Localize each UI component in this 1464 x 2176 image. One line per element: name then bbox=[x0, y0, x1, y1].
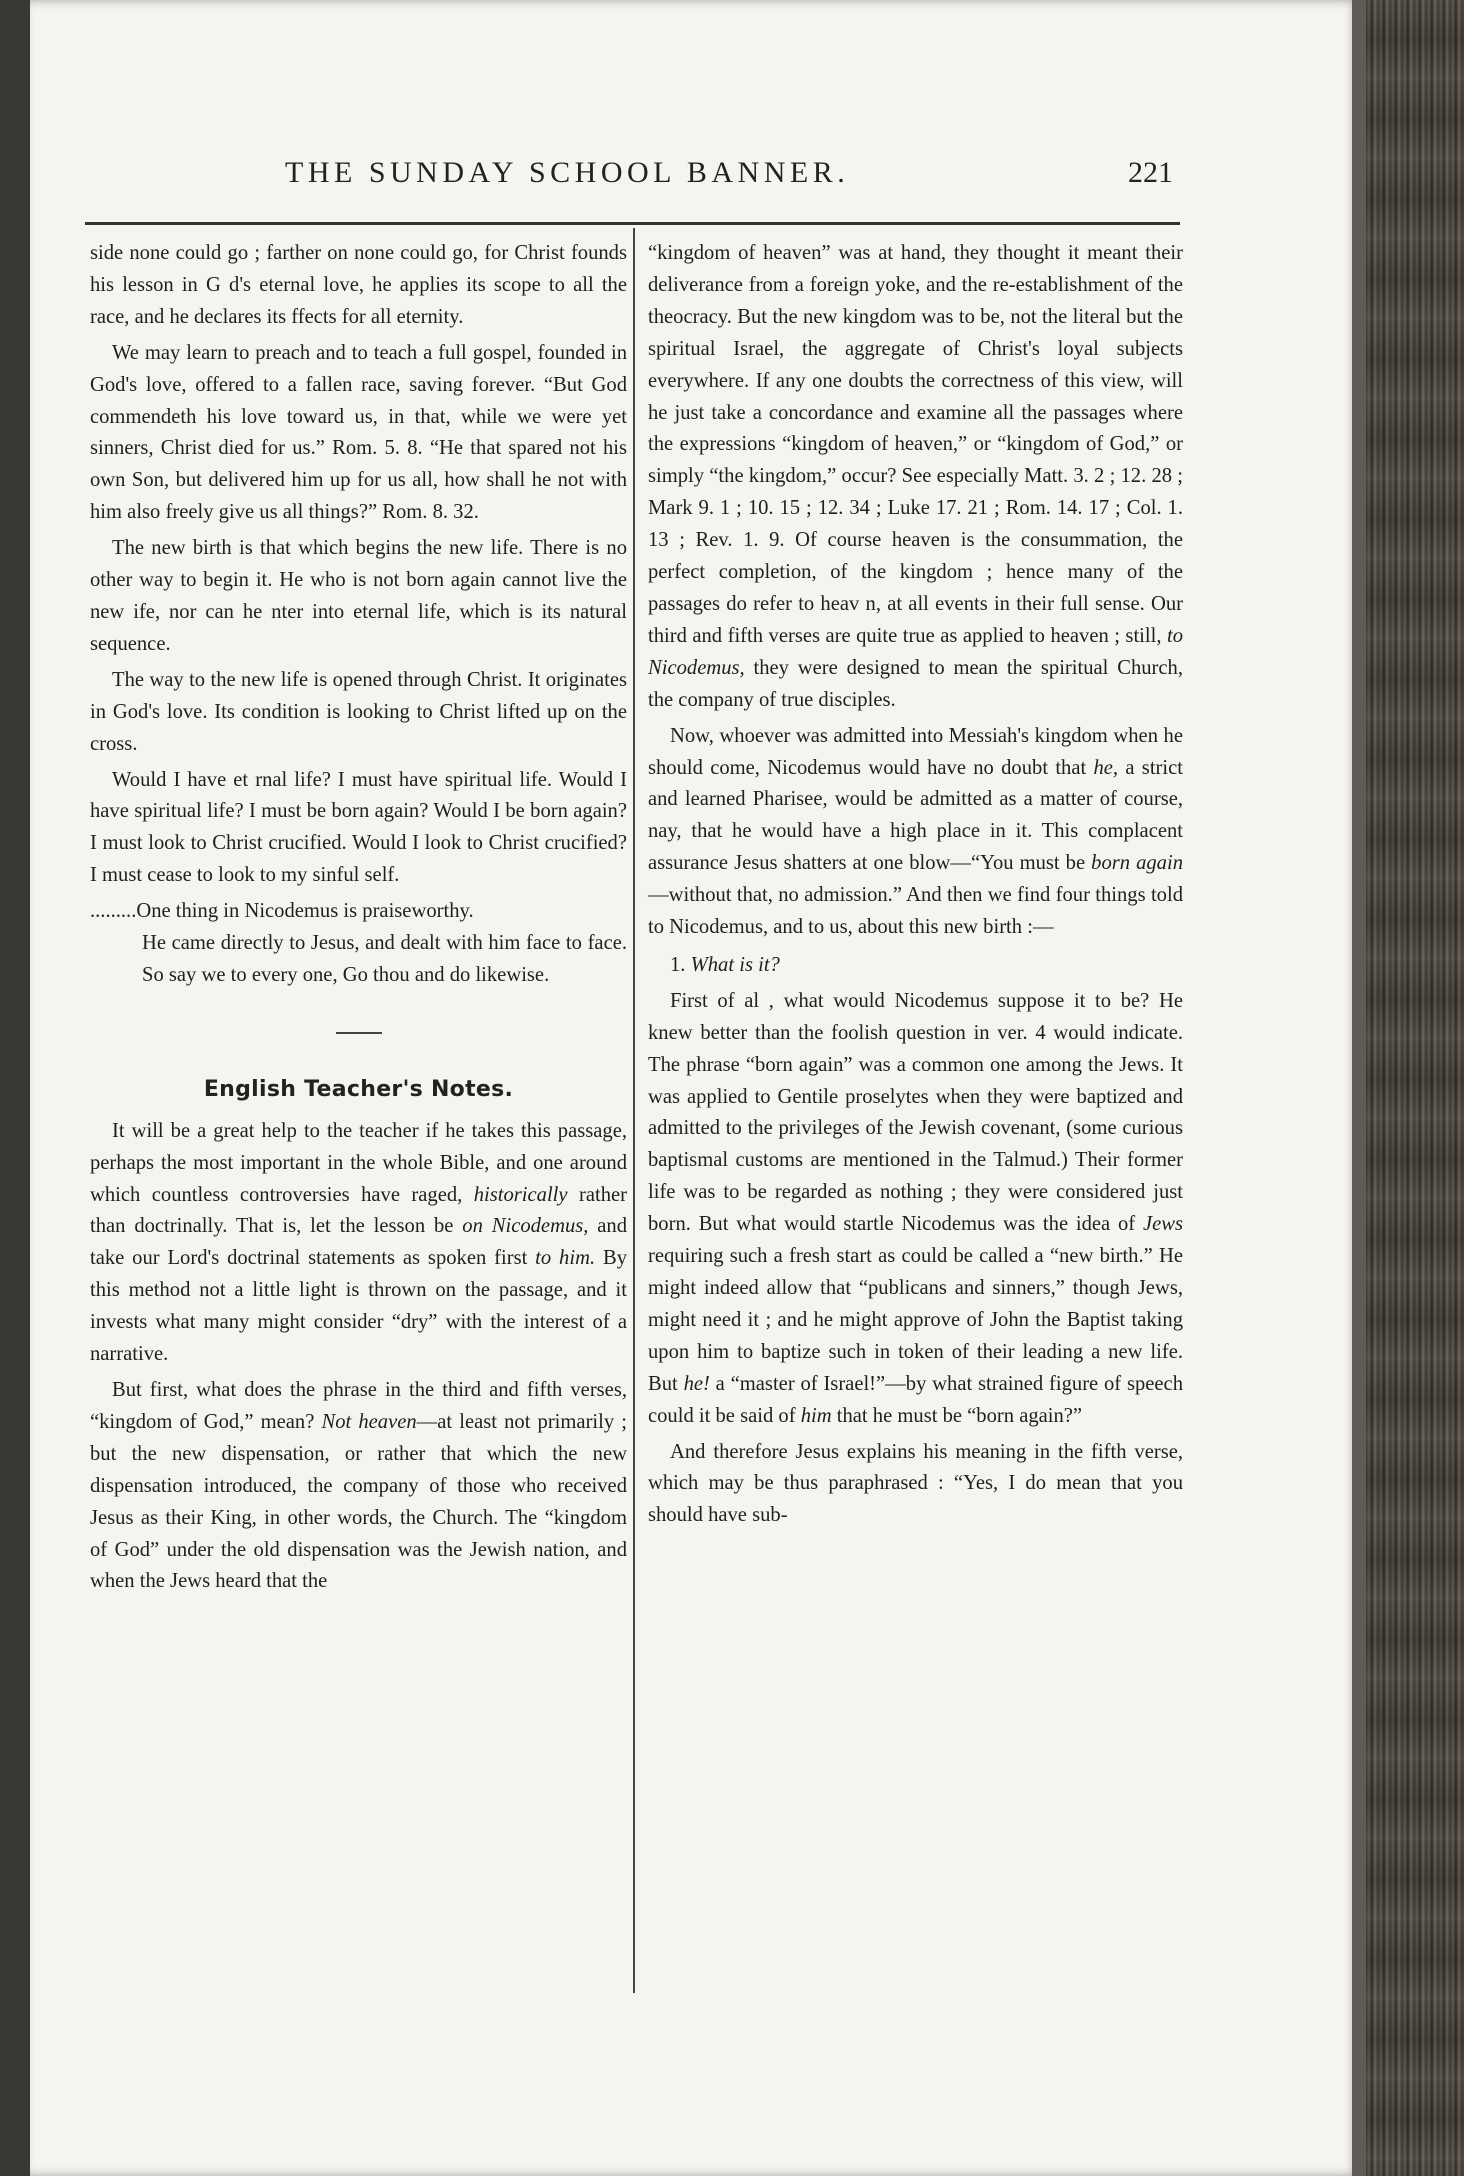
text-run: First of al , what would Nicodemus suppose it to be? He knew better than the foolish question in ver. 4 would indicate. The phrase “born again” was a common one among the Jews. It was applied to Gentile proselytes when they were baptized and admitted to the privileges of the Jewish covenant, (some curious baptismal customs are mentioned in the Talmud.) Their former life was to be regarded as nothing ; they were considered just born. But what would startle Nicodemus was the idea of bbox=[648, 989, 1183, 1236]
paragraph: And therefore Jesus explains his meaning in the fifth verse, which may be thus paraphrased : “Yes, I do mean that you should have sub- bbox=[648, 1440, 1183, 1527]
text-run: they were designed to mean the spiritual Church, the company of true disciples. bbox=[648, 656, 1183, 711]
left-column bbox=[90, 238, 627, 1598]
text-run: “kingdom of heaven” was at hand, they thought it meant their deliverance from a foreign yoke, and the re-establishment of the theocracy. But the new kingdom was to be, not the literal but the spiritual Israel, the aggregate of Christ's loyal subjects everywhere. If any one doubts the correctness of this view, will he just take a concordance and examine all the passages where the expressions “kingdom of heaven,” or “kingdom of God,” or simply “the kingdom,” occur? See especially Matt. 3. 2 ; 12. 28 ; Mark 9. 1 ; 10. 15 ; 12. 34 ; Luke 17. 21 ; Rom. 14. 17 ; Col. 1. 13 ; Rev. 1. 9. Of course heaven is the consummation, the perfect completion, of the kingdom ; hence many of the passages do refer to heav n, at all events in their full sense. Our third and fifth verses are quite true as applied to heaven ; still, bbox=[648, 242, 1183, 647]
italic-text: him bbox=[800, 1404, 832, 1427]
text-run: —without that, no admission.” And then we find four things told to Nicodemus, and to us, about this new birth :— bbox=[648, 884, 1183, 939]
quoted-excerpt bbox=[90, 896, 627, 992]
paragraph bbox=[648, 721, 1183, 944]
italic-text: he, bbox=[1093, 756, 1119, 779]
text-run: But first, what does the phrase in the third and fifth verses, “kingdom of God,” mean? bbox=[90, 1379, 627, 1433]
italic-text: to Nicodemus, bbox=[648, 624, 1183, 679]
italic-text: on Nicodemus, bbox=[462, 1215, 589, 1238]
header-rule bbox=[85, 222, 1180, 225]
section-divider bbox=[336, 1032, 382, 1034]
text-run: rather than doctrinally. That is, let the lesson be bbox=[90, 1183, 627, 1238]
text-run: It will be a great help to the teacher if he takes this passage, perhaps the most important in the whole Bible, and one around which countless controversies have raged, bbox=[90, 1119, 627, 1206]
text-run: Now, whoever was admitted into Messiah's kingdom when he should come, Nicodemus would have no doubt that bbox=[648, 724, 1183, 779]
text-run: By this method not a little light is thrown on the passage, and it invests what many might consider “dry” with the interest of a narrative. bbox=[90, 1247, 627, 1366]
section-heading: English Teacher's Notes. bbox=[203, 1076, 514, 1102]
right-column bbox=[648, 238, 1183, 1532]
paragraph: Would I have et rnal life? I must have spiritual life. Would I have spiritual life? I must be born again? Would I be born again? I must look to Christ crucified. Would I look to Christ crucified? I must cease to look to my sinful self. bbox=[90, 768, 627, 887]
paragraph: The new birth is that which begins the new life. There is no other way to begin it. He who is not born again cannot live the new ife, nor can he nter into eternal life, which is its natural sequence. bbox=[90, 537, 627, 655]
text-run: a strict and learned Pharisee, would be admitted as a matter of course, nay, that he would have a high place in it. This complacent assurance Jesus shatters at one blow—“You must be bbox=[648, 756, 1183, 875]
paragraph: We may learn to preach and to teach a full gospel, founded in God's love, offered to a fallen race, saving forever. “But God commendeth his love toward us, in that, while we were yet sinners, Christ died for us.” Rom. 5. 8. “He that spared not his own Son, but delivered him up for us all, how shall he not with him also freely give us all things?” Rom. 8. 32. bbox=[90, 341, 627, 524]
page-number: 221 bbox=[1128, 156, 1173, 189]
text-run: and take our Lord's doctrinal statements as spoken first bbox=[90, 1215, 627, 1270]
italic-text: he! bbox=[683, 1372, 710, 1395]
italic-text: historically bbox=[473, 1183, 568, 1206]
scan-left-margin bbox=[0, 0, 30, 2176]
paragraph bbox=[648, 986, 1183, 1433]
running-head: THE SUNDAY SCHOOL BANNER. bbox=[285, 156, 850, 189]
text-run: that he must be “born again?” bbox=[831, 1404, 1083, 1427]
page-gutter-shadow bbox=[1352, 0, 1366, 2176]
book-page-edges bbox=[1366, 0, 1464, 2176]
excerpt-continuation: He came directly to Jesus, and dealt with him face to face. So say we to every one, Go thou and do likewise. bbox=[142, 932, 627, 986]
excerpt-first-line: .........One thing in Nicodemus is praiseworthy. bbox=[90, 900, 474, 923]
paragraph: side none could go ; farther on none could go, for Christ founds his lesson in G d's eternal love, he applies its scope to all the race, and he declares its ffects for all eternity. bbox=[90, 242, 627, 328]
text-run: —at least not primarily ; but the new dispensation, or rather that which the new dispensation introduced, the company of those who received Jesus as their King, in other words, the Church. The “kingdom of God” under the old dispensation was the Jewish nation, and when the Jews heard that the bbox=[90, 1410, 627, 1593]
italic-text: Not heaven bbox=[321, 1410, 417, 1433]
paragraph: The way to the new life is opened through Christ. It originates in God's love. Its condition is looking to Christ lifted up on the cross. bbox=[90, 668, 627, 755]
italic-text: born again bbox=[1091, 852, 1183, 875]
item-title: What is it? bbox=[690, 953, 780, 976]
italic-text: Jews bbox=[1142, 1213, 1183, 1236]
paragraph bbox=[648, 238, 1183, 717]
text-run: a “master of Israel!”—by what strained figure of speech could it be said of bbox=[648, 1372, 1183, 1427]
italic-text: to him. bbox=[535, 1247, 596, 1270]
text-run: requiring such a fresh start as could be called a “new birth.” He might indeed allow that “publicans and sinners,” though Jews, might need it ; and he might approve of John the Baptist taking upon him to baptize such in token of their leading a new life. But bbox=[648, 1245, 1183, 1395]
column-divider-rule bbox=[633, 228, 635, 1993]
paragraph bbox=[90, 1375, 627, 1598]
paragraph bbox=[90, 1116, 627, 1371]
item-number: 1. bbox=[670, 953, 686, 976]
numbered-subheading bbox=[648, 950, 1183, 982]
